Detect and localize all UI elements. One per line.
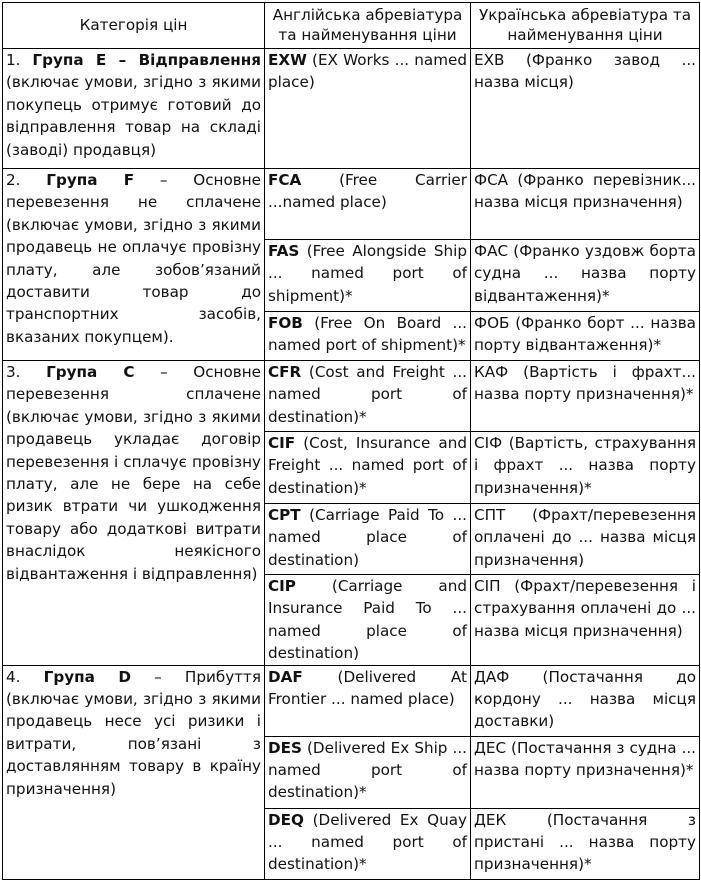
term-ukrainian-cell: СПТ (Фрахт/перевезення оплачені до ... назва місця призначення) — [471, 504, 700, 575]
group-category-cell — [3, 665, 265, 879]
group-number: 1. — [6, 51, 21, 69]
table-row — [3, 665, 700, 736]
group-name: Група D — [43, 667, 132, 686]
group-description: – Основне перевезення не сплачене (включає умови, згідно з якими продавець не оплачує провізну плату, але зобов’язаний доставити товар до транспортних засобів, вказаних покупцем). — [6, 171, 261, 346]
term-english-cell — [265, 361, 471, 432]
term-english-cell — [265, 504, 471, 575]
term-code: CPT — [268, 506, 301, 524]
term-name-en: (Free Carrier ...named place) — [268, 171, 467, 212]
term-name-en: (Delivered At Frontier ... named place) — [268, 667, 467, 709]
group-name: Група F — [46, 171, 135, 189]
term-english-cell — [265, 240, 471, 312]
group-description: – Прибуття (включає умови, згідно з якими продавець несе усі ризики і витрати, пов’язані з доставлянням товару в країну призначення) — [6, 667, 262, 798]
group-name: Група С — [46, 363, 135, 381]
header-category: Категорія цін — [3, 3, 265, 49]
incoterms-table — [2, 2, 700, 880]
term-ukrainian-cell: ДЕК (Постачання з пристані ... назва порту призначення)* — [471, 808, 700, 879]
group-description: (включає умови, згідно з якими покупець отримує готовий до відправлення товар на складі (заводі) продавця) — [6, 73, 261, 159]
table-row — [3, 169, 700, 240]
term-ukrainian-cell: ФАС (Франко уздовж борта судна ... назва порту відвантаження)* — [471, 240, 700, 312]
term-english-cell — [265, 312, 471, 361]
group-number: 4. — [6, 667, 21, 686]
term-name-en: (Cost and Freight ... named port of destination)* — [268, 363, 468, 426]
table-row — [3, 361, 700, 432]
term-name-en: (Carriage Paid To ... named place of destination) — [268, 506, 467, 569]
table-row — [3, 49, 700, 169]
term-ukrainian-cell: ЕХВ (Франко завод ... назва місця) — [471, 49, 700, 169]
term-code: DAF — [268, 667, 303, 686]
group-description: – Основне перевезення сплачене (включає умови, згідно з якими продавець укладає договір перевезення і сплачує провізну плату, але не бере на себе ризик втрати чи ушкодження товару або додаткові витрати внаслідок неякісного відвантаження і відправлення) — [6, 363, 262, 583]
term-ukrainian-cell: ДЕС (Постачання з судна ... назва порту призначення)* — [471, 736, 700, 808]
term-ukrainian-cell: ФОБ (Франко борт ... назва порту відвантаження)* — [471, 312, 700, 361]
group-number: 3. — [6, 363, 21, 381]
term-code: FCA — [268, 171, 302, 189]
term-english-cell — [265, 432, 471, 504]
term-ukrainian-cell: СІФ (Вартість, страхування і фрахт ... назва порту призначення)* — [471, 432, 700, 504]
term-ukrainian-cell: СІП (Фрахт/перевезення і страхування оплачені до ... назва місця призначення) — [471, 575, 700, 666]
group-number: 2. — [6, 171, 21, 189]
term-english-cell — [265, 808, 471, 879]
term-name-en: (Delivered Ex Ship ... named port of destination)* — [268, 738, 467, 802]
term-name-en: (Cost, Insurance and Freight ... named port of destination)* — [268, 434, 467, 497]
term-english-cell — [265, 169, 471, 240]
term-name-en: (Free On Board ... named port of shipment)* — [268, 314, 468, 355]
term-english-cell — [265, 665, 471, 736]
group-category-cell — [3, 169, 265, 361]
term-english-cell — [265, 736, 471, 808]
term-code: EXW — [268, 51, 307, 69]
header-ukrainian: Українська абревіатура та найменування ціни — [471, 3, 700, 49]
term-ukrainian-cell: ДАФ (Постачання до кордону ... назва місця доставки) — [471, 665, 700, 736]
term-ukrainian-cell: КАФ (Вартість і фрахт... назва порту призначення)* — [471, 361, 700, 432]
term-code: DES — [268, 738, 302, 757]
term-code: CFR — [268, 363, 302, 381]
term-ukrainian-cell: ФСА (Франко перевізник... назва місця призначення) — [471, 169, 700, 240]
term-code: CIP — [268, 577, 296, 595]
term-name-en: (Carriage and Insurance Paid To ... named place of destination) — [268, 577, 467, 663]
term-code: FOB — [268, 314, 303, 332]
header-row — [3, 3, 700, 49]
term-english-cell — [265, 575, 471, 666]
term-name-en: (Free Alongside Ship ... named port of shipment)* — [268, 242, 468, 305]
group-name: Група Е – Відправлення — [32, 51, 261, 69]
term-name-en: (EX Works ... named place) — [268, 51, 467, 92]
group-category-cell — [3, 49, 265, 169]
term-english-cell — [265, 49, 471, 169]
term-name-en: (Delivered Ex Quay ... named port of destination)* — [268, 810, 467, 874]
term-code: FAS — [268, 242, 300, 260]
term-code: CIF — [268, 434, 296, 452]
header-english: Англійська абревіатура та найменування ціни — [265, 3, 471, 49]
term-code: DEQ — [268, 810, 304, 829]
group-category-cell — [3, 361, 265, 666]
